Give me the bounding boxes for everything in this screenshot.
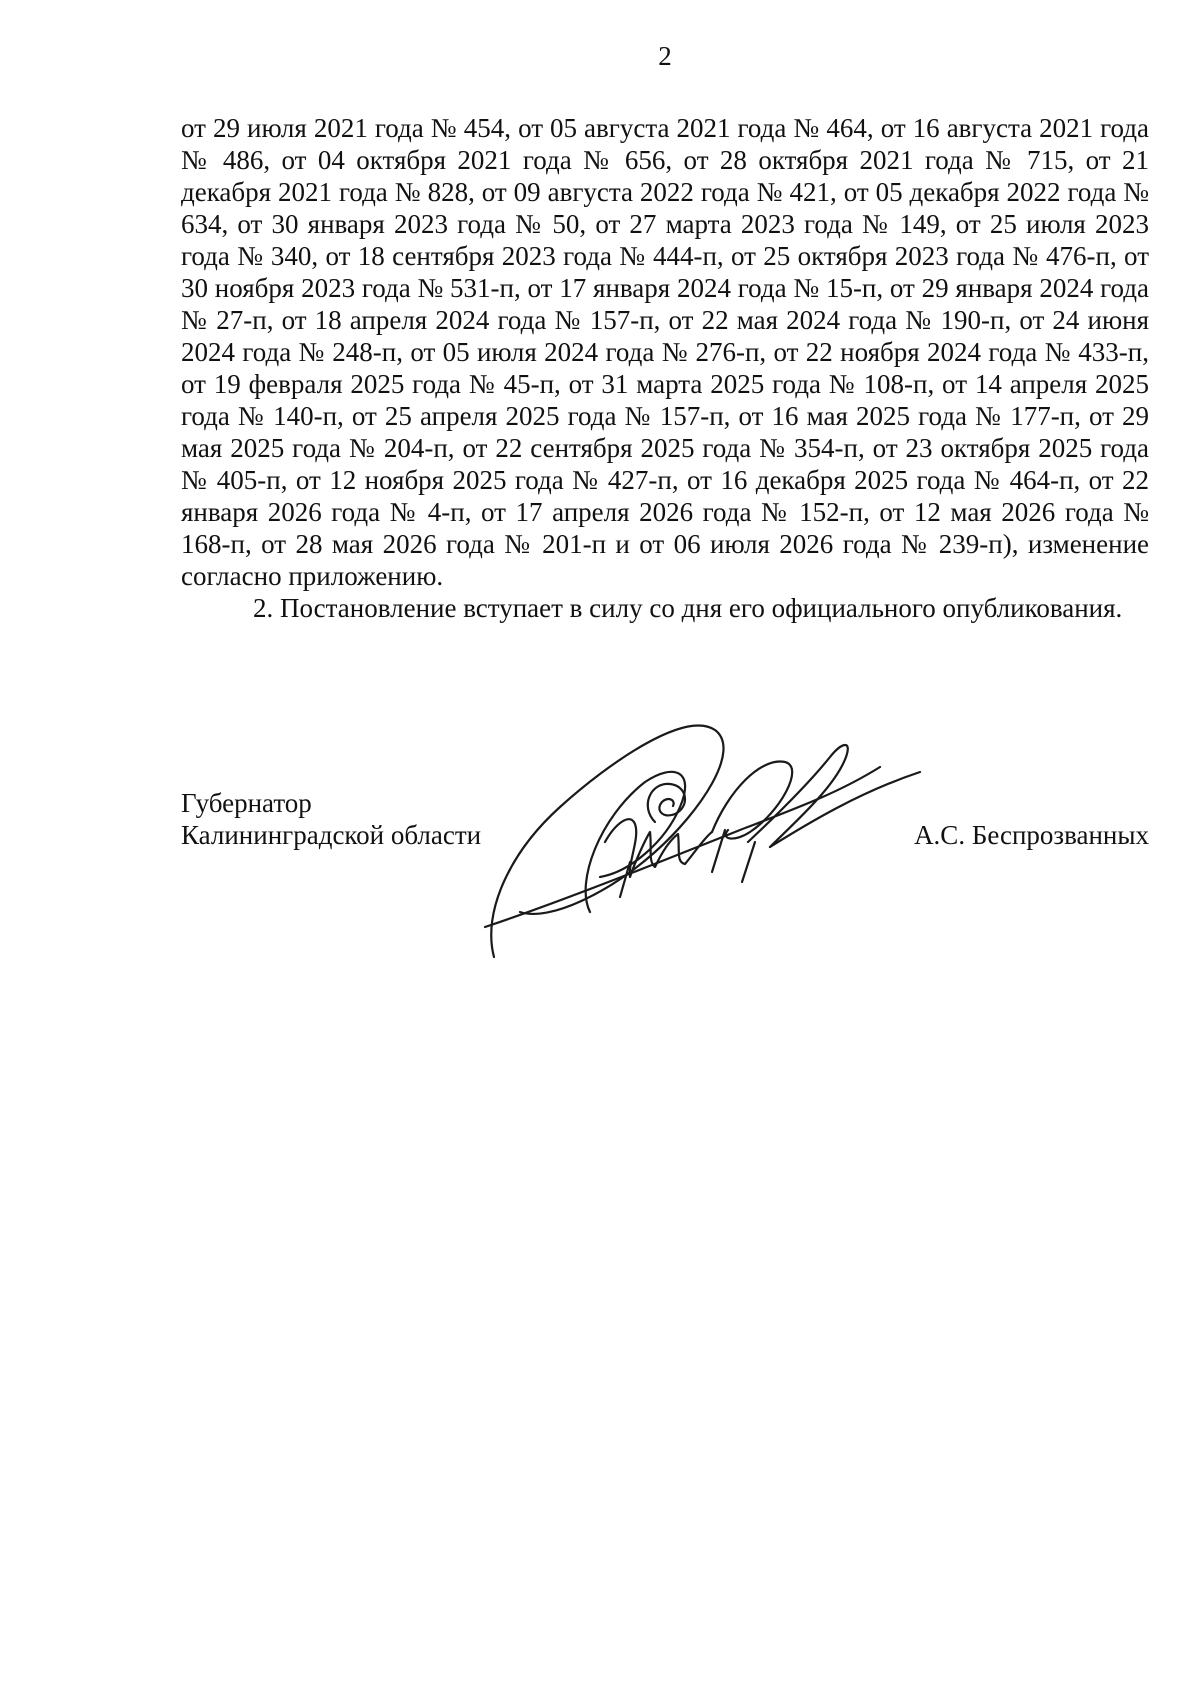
position-title: Губернатор	[181, 788, 312, 818]
paragraph-amendments-list: от 29 июля 2021 года № 454, от 05 августа 2021 года № 464, от 16 августа 2021 года № 486, от 04 октября 2021 года № 656, от 28 октября 2021 года № 715, от 21 декабря 2021 года № 828, от 09 августа 2022 года № 421, от 05 декабря 2022 года № 634, от 30 января 2023 года № 50, от 27 марта 2023 года № 149, от 25 июля 2023 года № 340, от 18 сентября 2023 года № 444-п, от 25 октября 2023 года № 476-п, от 30 ноября 2023 года № 531-п, от 17 января 2024 года № 15-п, от 29 января 2024 года № 27-п, от 18 апреля 2024 года № 157-п, от 22 мая 2024 года № 190-п, от 24 июня 2024 года № 248-п, от 05 июля 2024 года № 276-п, от 22 ноября 2024 года № 433-п, от 19 февраля 2025 года № 45-п, от 31 марта 2025 года № 108-п, от 14 апреля 2025 года № 140-п, от 25 апреля 2025 года № 157-п, от 16 мая 2025 года № 177-п, от 29 мая 2025 года № 204-п, от 22 сентября 2025 года № 354-п, от 23 октября 2025 года № 405-п, от 12 ноября 2025 года № 427-п, от 16 декабря 2025 года № 464-п, от 22 января 2026 года № 4-п, от 17 апреля 2026 года № 152-п, от 12 мая 2026 года № 168-п, от 28 мая 2026 года № 201-п и от 06 июля 2026 года № 239-п), изменение согласно приложению.	[181, 113, 1149, 591]
document-body	[181, 112, 1149, 624]
signatory-position	[181, 787, 481, 851]
page-number: 2	[658, 41, 672, 71]
handwritten-signature	[480, 712, 950, 962]
position-region: Калининградской области	[181, 820, 482, 850]
signer-name: А.С. Беспрозванных	[914, 820, 1149, 850]
paragraph-effective-date: 2. Постановление вступает в силу со дня его официального опубликования.	[253, 593, 1123, 623]
